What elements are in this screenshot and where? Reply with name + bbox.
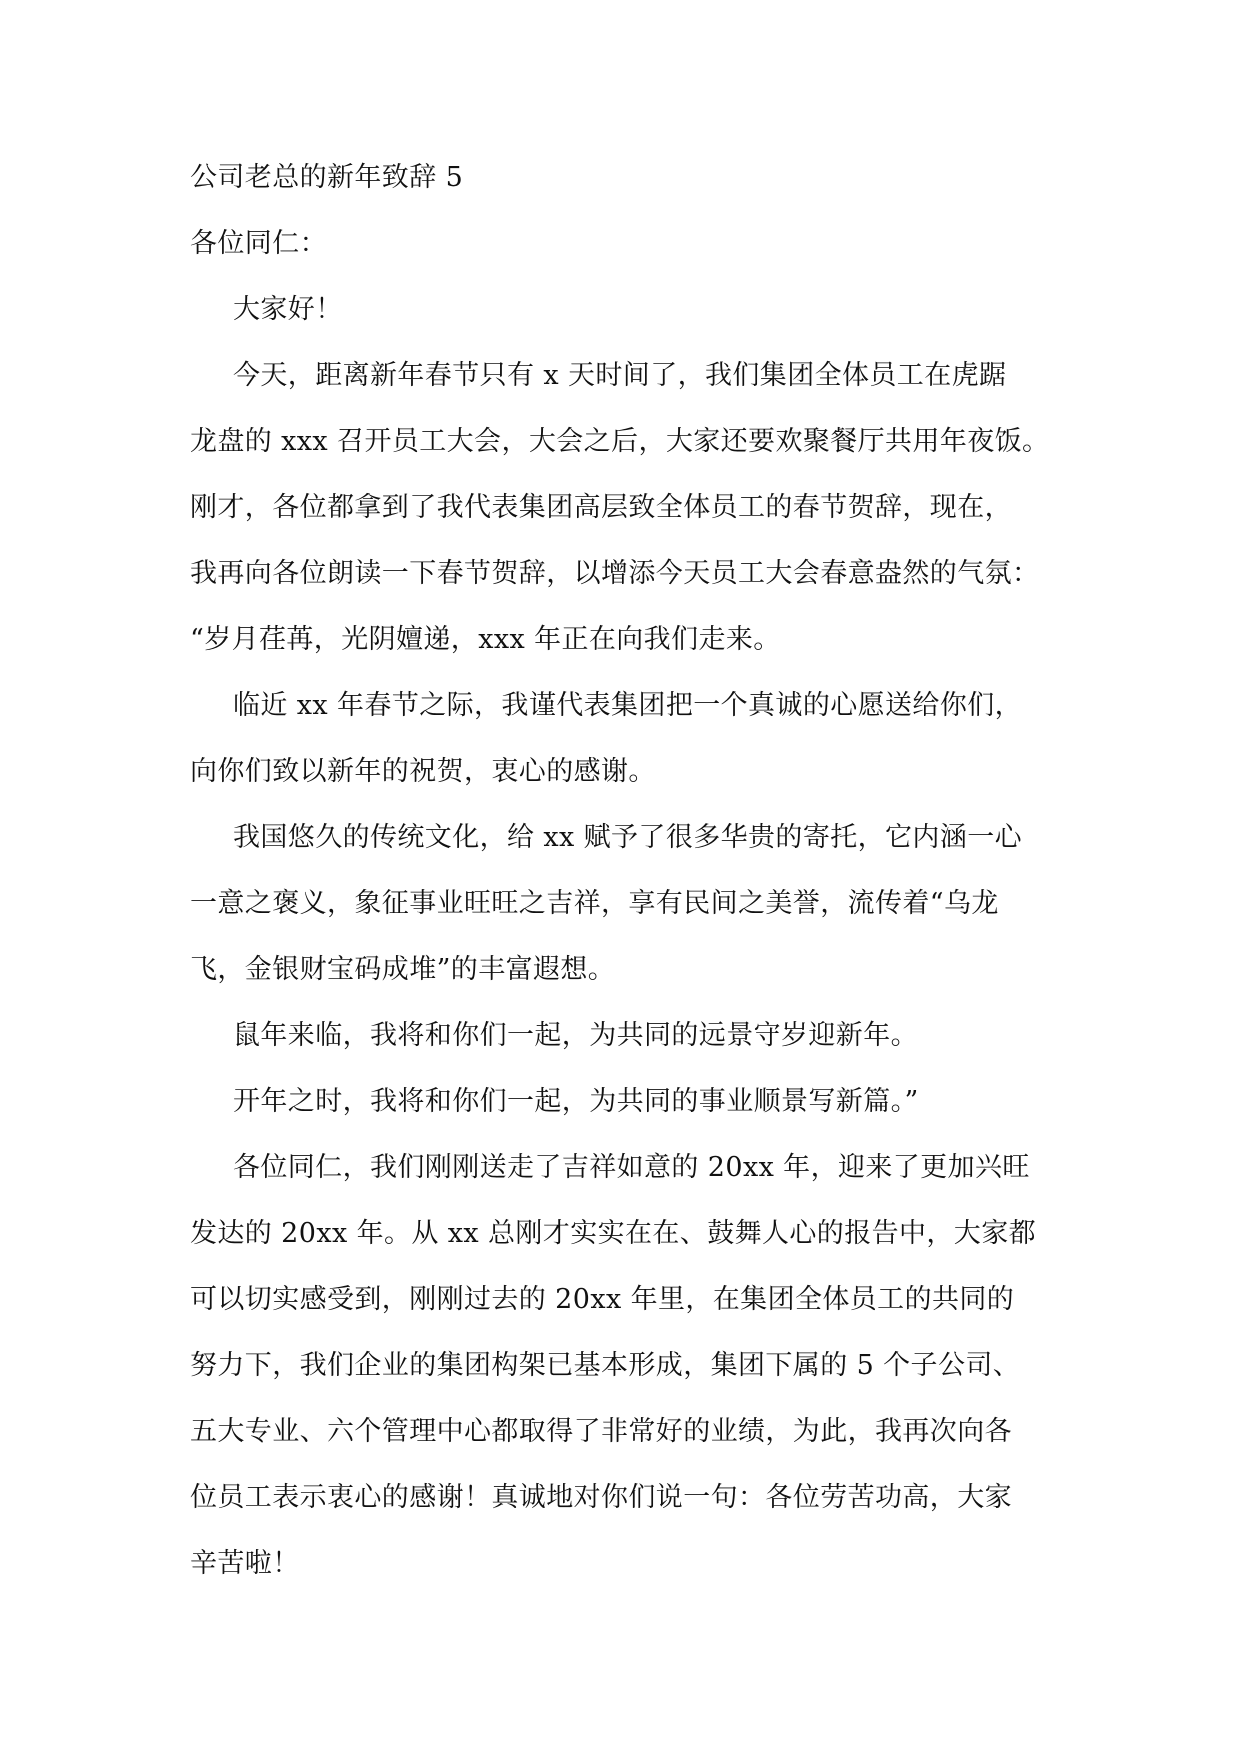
paragraph-line: 飞，金银财宝码成堆”的丰富遐想。 (190, 954, 616, 985)
paragraph-line: 五大专业、六个管理中心都取得了非常好的业绩，为此，我再次向各 (190, 1416, 1012, 1447)
paragraph-line: 各位同仁，我们刚刚送走了吉祥如意的 20xx 年，迎来了更加兴旺 (233, 1152, 1030, 1183)
document-body (190, 158, 1060, 1610)
document-title: 公司老总的新年致辞 5 (190, 162, 464, 193)
paragraph-line: 可以切实感受到，刚刚过去的 20xx 年里，在集团全体员工的共同的 (190, 1284, 1015, 1315)
greeting-line: 大家好！ (233, 294, 343, 325)
paragraph-line: 一意之褒义，象征事业旺旺之吉祥，享有民间之美誉，流传着“乌龙 (190, 888, 999, 919)
paragraph-line: 我国悠久的传统文化，给 xx 赋予了很多华贵的寄托，它内涵一心 (233, 822, 1023, 853)
paragraph-line: 位员工表示衷心的感谢！真诚地对你们说一句：各位劳苦功高，大家 (190, 1482, 1012, 1513)
paragraph-line: 刚才，各位都拿到了我代表集团高层致全体员工的春节贺辞，现在， (190, 492, 1012, 523)
paragraph-line: “岁月荏苒，光阴嬗递，xxx 年正在向我们走来。 (190, 624, 781, 655)
salutation-line: 各位同仁： (190, 228, 327, 259)
paragraph-line: 今天，距离新年春节只有 x 天时间了，我们集团全体员工在虎踞 (233, 360, 1007, 391)
paragraph-line: 辛苦啦！ (190, 1548, 300, 1579)
paragraph-line: 向你们致以新年的祝贺，衷心的感谢。 (190, 756, 656, 787)
paragraph-line: 我再向各位朗读一下春节贺辞，以增添今天员工大会春意盎然的气氛： (190, 558, 1040, 589)
paragraph-line: 努力下，我们企业的集团构架已基本形成，集团下属的 5 个子公司、 (190, 1350, 1021, 1381)
paragraph-line: 龙盘的 xxx 召开员工大会，大会之后，大家还要欢聚餐厅共用年夜饭。 (190, 426, 1050, 457)
paragraph-line: 发达的 20xx 年。从 xx 总刚才实实在在、鼓舞人心的报告中，大家都 (190, 1218, 1036, 1249)
paragraph-line: 鼠年来临，我将和你们一起，为共同的远景守岁迎新年。 (233, 1020, 918, 1051)
paragraph-line: 开年之时，我将和你们一起，为共同的事业顺景写新篇。” (233, 1086, 919, 1117)
paragraph-line: 临近 xx 年春节之际，我谨代表集团把一个真诚的心愿送给你们， (233, 690, 1023, 721)
